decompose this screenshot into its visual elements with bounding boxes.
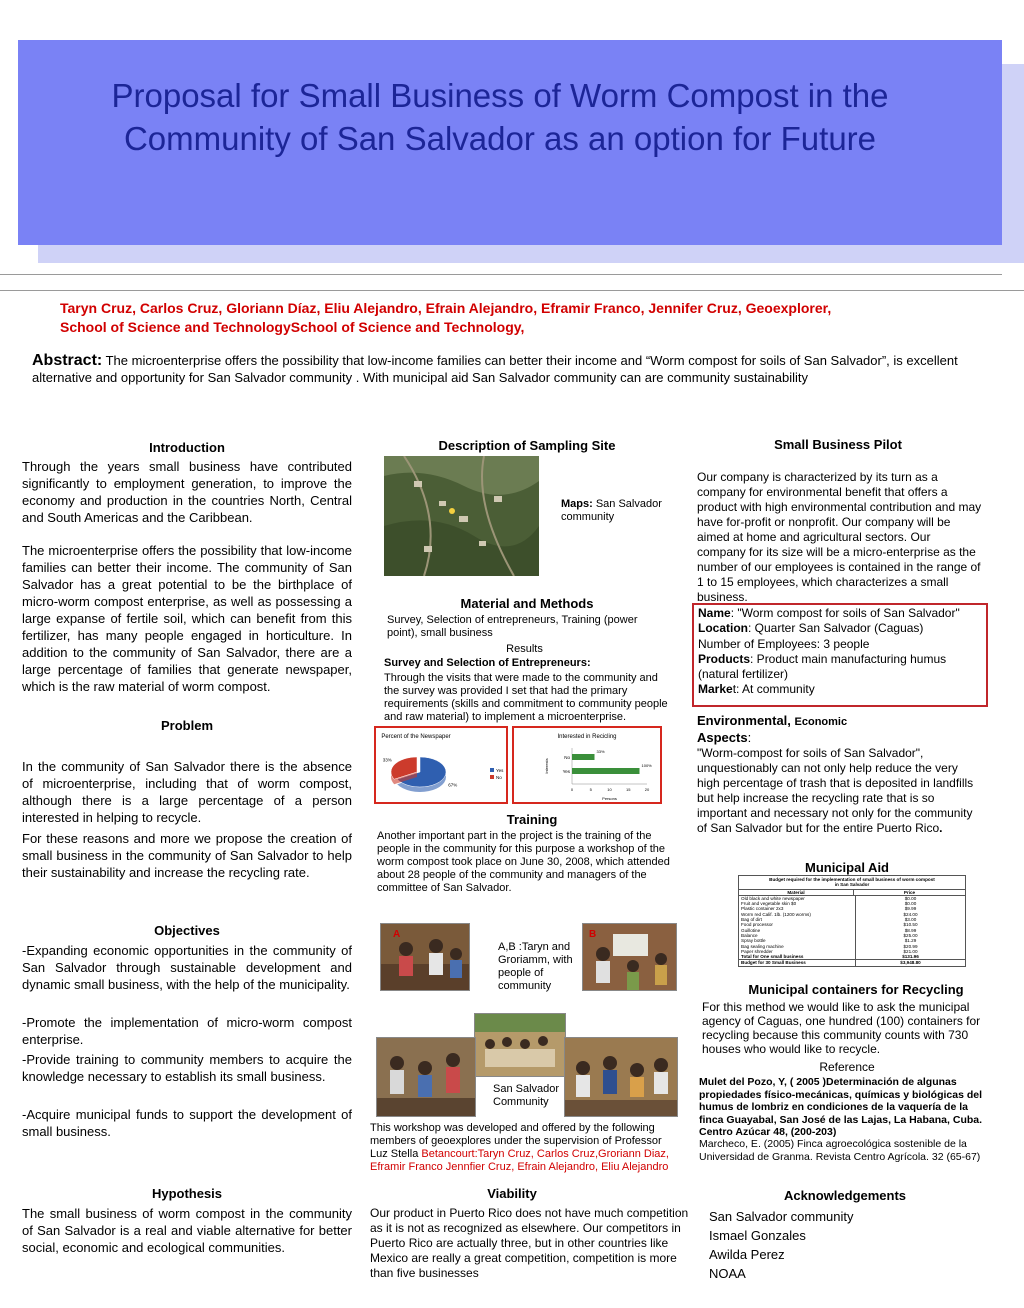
maps-label: Maps: xyxy=(561,498,593,510)
bar-x-tick-label: 5 xyxy=(589,787,592,792)
authors-line-2: School of Science and TechnologySchool of Science and Technology, xyxy=(60,319,525,335)
pie-legend-swatch xyxy=(490,768,494,772)
pie-chart-title: Percent of the Newspaper xyxy=(381,734,451,740)
methods-text: Survey, Selection of entrepreneurs, Training (power point), small business xyxy=(387,614,638,639)
workshop-names: Betancourt:Taryn Cruz, Carlos Cruz,Groriann Diaz, Eframir Franco Jennfier Cruz, Efrain Alejandro, Eliu Alejandro xyxy=(370,1148,669,1173)
community-photo-left xyxy=(376,1037,476,1117)
bar-x-tick-label: 20 xyxy=(644,787,650,792)
budget-material-cell: Old black and white newspaper xyxy=(739,896,856,901)
budget-material-cell: Paper shredder xyxy=(739,949,856,954)
acknowledgements-list xyxy=(709,1207,989,1283)
acknowledgement-item: San Salvador community xyxy=(709,1209,854,1224)
authors-line-1: Taryn Cruz, Carlos Cruz, Gloriann Díaz, Eliu Alejandro, Efrain Alejandro, Eframir Franco, Jennifer Cruz, Geoexplorer, xyxy=(60,300,832,316)
budget-table-header: Material Price xyxy=(739,890,965,896)
hypothesis-text: The small business of worm compost in the community of San Salvador is a real and viable alternative for better social, economic and ecological communities. xyxy=(22,1206,352,1255)
budget-price-cell: $9.99 xyxy=(904,906,917,912)
objectives-heading: Objectives xyxy=(154,923,220,938)
budget-table-title: Budget required for the implementation of small business of worm compost in San Salvador xyxy=(739,876,965,890)
pie-slice-label: 33% xyxy=(382,757,392,763)
objective-item-4: -Acquire municipal funds to support the development of small business. xyxy=(22,1107,352,1139)
reference-heading: Reference xyxy=(819,1060,875,1074)
poster-title xyxy=(30,74,970,160)
budget-price-cell: $24.00 xyxy=(903,911,918,917)
bar-category-label: Yes xyxy=(562,769,570,774)
pilot-market: Market: At community xyxy=(698,682,815,697)
pilot-name: Name: "Worm compost for soils of San Salvador" xyxy=(698,606,960,620)
budget-price-cell: $1.29 xyxy=(904,938,917,944)
abstract-label: Abstract: xyxy=(32,352,103,369)
budget-price-cell: $0.00 xyxy=(904,901,917,907)
pie-slice-label: 67% xyxy=(448,782,458,788)
budget-price-cell: $25.00 xyxy=(903,932,918,938)
bar-y-axis-label: Interests xyxy=(544,758,549,774)
budget-material-cell: Bag of dirt xyxy=(739,917,856,922)
introduction-paragraph-2: The microenterprise offers the possibility that low-income families can better their income. The community of San Salvador has a great potential to be the birthplace of micro-worm compost enterprise, as well as possessing a large expanse of fertile soil, which can benefit from this fertilizer, has many people engaged in horticulture. In addition to the community of San Salvador, there are a large percentage of families that generate newspaper, which is the raw material of worm compost. xyxy=(22,543,352,694)
budget-material-cell: Food processor xyxy=(739,922,856,927)
workshop-text xyxy=(370,1122,682,1174)
bar-x-axis-label: Persons xyxy=(602,796,617,801)
abstract xyxy=(32,352,997,386)
maps-caption xyxy=(561,498,676,524)
bar-no xyxy=(572,754,595,760)
objective-item-2: -Promote the implementation of micro-worm compost enterprise. xyxy=(22,1015,352,1047)
bar-yes xyxy=(572,768,640,774)
recycling-bar-chart xyxy=(512,726,662,804)
newspaper-pie-chart xyxy=(374,726,508,804)
ab-caption: A,B :Taryn and Groriamm, with people of community xyxy=(498,941,573,992)
training-heading: Training xyxy=(506,812,558,827)
title-line-1: Proposal for Small Business of Worm Compost in the xyxy=(111,77,889,114)
budget-material-cell: Budget for 30 Small Business xyxy=(739,960,856,965)
budget-price-cell: $8.99 xyxy=(904,927,917,933)
pilot-employees: Number of Employees: 3 people xyxy=(698,636,870,651)
pie-legend-label: No xyxy=(496,775,502,780)
problem-heading: Problem xyxy=(160,718,213,733)
bar-x-tick-label: 0 xyxy=(570,787,574,792)
workshop-intro: This workshop was developed and offered by the following members of geoexplores under the supervision of Professor Luz Stella xyxy=(370,1122,662,1160)
budget-material-cell: Plastic container 2x3 xyxy=(739,906,856,911)
bar-category-label: No xyxy=(564,755,570,760)
problem-paragraph-1: In the community of San Salvador there is the absence of microenterprise, including that of worm compost, although there is a large percentage of a person interested in helping to recycle. xyxy=(22,759,352,825)
containers-heading: Municipal containers for Recycling xyxy=(748,982,964,997)
photo-a-label: A xyxy=(393,929,401,940)
results-label: Results xyxy=(506,643,543,655)
bar-value-label: 100% xyxy=(641,763,652,768)
budget-material-cell: Guillotine xyxy=(739,928,856,933)
sampling-heading: Description of Sampling Site xyxy=(438,438,616,453)
objective-item-1: -Expanding economic opportunities in the community of San Salvador through sustainable development and dynamic small business, with the help of the municipality. xyxy=(22,943,352,992)
abstract-text: The microenterprise offers the possibility that low-income families can better their income and “Worm compost for soils of San Salvador”, is excellent alternative and opportunity for San Salvador community . With municipal aid San Salvador community can are community sustainability xyxy=(32,353,958,385)
introduction-paragraph-1: Through the years small business have contributed significantly to employment generation, to improve the economy and production in the countries North, Central and South Americas and the Caribbean. xyxy=(22,459,352,525)
objective-item-3: -Provide training to community members to acquire the knowledge necessary to establish its small business. xyxy=(22,1052,352,1084)
budget-material-cell: Fruit and vegetable skin $0 xyxy=(739,901,856,906)
site-map-image xyxy=(384,456,539,576)
budget-table-row xyxy=(739,959,965,965)
reference-2: Marcheco, E. (2005) Finca agroecológica sostenible de la Universidad de Granma. Revista Centro Agrícola. 32 (65-67) xyxy=(699,1138,981,1163)
acknowledgement-item: NOAA xyxy=(709,1266,746,1281)
community-photo-center xyxy=(474,1013,566,1077)
viability-heading: Viability xyxy=(487,1186,537,1201)
municipal-aid-heading: Municipal Aid xyxy=(804,860,890,875)
pilot-text: Our company is characterized by its turn as a company for environmental benefit that offers a product with high environmental contribution and may have for-profit or nonprofit. Our company will be aimed at home and agricultural sectors. Our company for its size will be a micro-enterprise as the number of our employees is contained in the range of 1 to 15 employees, which characterizes a small business. xyxy=(697,470,982,604)
budget-price-cell: $20.99 xyxy=(903,943,918,949)
survey-text: Through the visits that were made to the community and the survey was provided I set that had the primary requirements (skills and commitment to community people and raw material) to implement a microenterprise. xyxy=(384,672,668,723)
environmental-heading: Environmental, Economic Aspects: xyxy=(697,713,848,745)
pilot-location: Location: Quarter San Salvador (Caguas) xyxy=(698,621,924,636)
training-photo-b xyxy=(582,923,677,991)
budget-price-cell: $3.00 xyxy=(904,917,917,923)
pilot-products: Products: Product main manufacturing humus (natural fertilizer) xyxy=(698,651,947,682)
budget-table xyxy=(738,875,966,967)
pie-legend-swatch xyxy=(490,775,494,779)
pilot-details-box xyxy=(692,603,988,707)
budget-material-cell: Total for One small business xyxy=(739,954,856,959)
community-photo-right xyxy=(564,1037,678,1117)
budget-price-cell: $10.50 xyxy=(903,922,918,928)
containers-text: For this method we would like to ask the municipal agency of Caguas, one hundred (100) containers for recycling because this community counts with 730 houses who would like to recycle. xyxy=(702,1000,981,1056)
bar-x-tick-label: 15 xyxy=(626,787,631,792)
survey-heading: Survey and Selection of Entrepreneurs: xyxy=(384,657,591,669)
pie-legend-label: Yes xyxy=(496,768,504,773)
problem-paragraph-2: For these reasons and more we propose the creation of small business in the community of San Salvador to help their sustainability and increase the recycling rate. xyxy=(22,831,352,880)
divider-bottom xyxy=(0,290,1024,291)
bar-value-label: 33% xyxy=(596,749,605,754)
divider-top xyxy=(0,274,1002,275)
budget-price-cell: $3,948.80 xyxy=(900,960,921,966)
budget-material-cell: Bag sealing machine xyxy=(739,944,856,949)
budget-table-row xyxy=(739,954,965,959)
acknowledgement-item: Awilda Perez xyxy=(709,1247,785,1262)
community-caption: San Salvador Community xyxy=(493,1083,560,1108)
budget-price-cell: $131.96 xyxy=(902,954,919,960)
budget-price-cell: $0.00 xyxy=(904,895,917,901)
environmental-text: "Worm-compost for soils of San Salvador", unquestionably can not only help reduce the very high percentage of trash that is deposited in landfills but help increase the recycling rate that is so important and necessary not only for the community of San Salvador but for the entire Puerto Rico. xyxy=(697,746,974,835)
introduction-heading: Introduction xyxy=(149,440,225,455)
maps-text: San Salvador community xyxy=(561,498,662,523)
bar-chart-title: Interested in Recicling xyxy=(557,734,617,740)
budget-material-cell: Spray bottle xyxy=(739,938,856,943)
budget-material-cell: Worm red Calif. 1lb. (1200 worms) xyxy=(739,912,856,917)
training-text: Another important part in the project is the training of the people in the community for this purpose a workshop of the worm compost took place on June 30, 2008, which attended about 28 people of the community and managers of the committee of San Salvador. xyxy=(377,830,670,894)
acknowledgement-item: Ismael Gonzales xyxy=(709,1228,806,1243)
reference-1: Mulet del Pozo, Y, ( 2005 )Determinación de algunas propiedades físico-mecánicas, químicas y biológicas del humus de lombriz en condiciones de la vaquería de la finca Guayabal, San José de las Lajas, La Habana, Cuba. Centro Azúcar 48, (200-203) xyxy=(699,1076,983,1139)
hypothesis-heading: Hypothesis xyxy=(151,1186,223,1201)
methods-heading: Material and Methods xyxy=(460,596,594,611)
pilot-heading: Small Business Pilot xyxy=(774,437,902,452)
photo-b-label: B xyxy=(589,929,597,940)
authors xyxy=(60,299,960,337)
budget-material-cell: Balance xyxy=(739,933,856,938)
budget-price-cell: $21.00 xyxy=(903,948,918,954)
acknowledgements-heading: Acknowledgements xyxy=(783,1188,907,1203)
title-line-2: Community of San Salvador as an option for Future xyxy=(123,120,877,157)
bar-x-tick-label: 10 xyxy=(607,787,612,792)
viability-text: Our product in Puerto Rico does not have much competition as it is not as recognized as elsewhere. Our competitors in Puerto Rico are actually three, but in other countries like Mexico are really a great competition, competition is more than five businesses xyxy=(370,1206,689,1280)
